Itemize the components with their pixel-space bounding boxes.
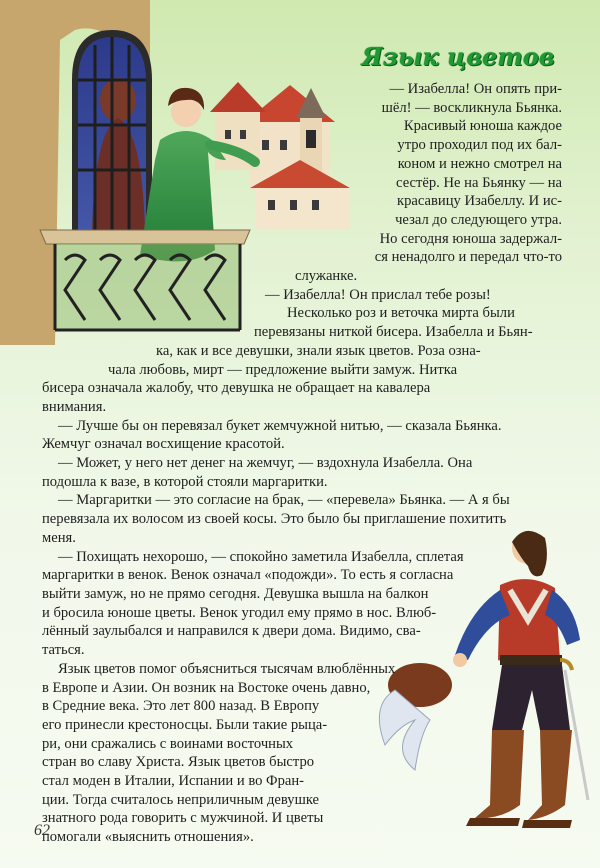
text-line: таться. (42, 642, 85, 659)
text-line: — Может, у него нет денег на жемчуг, — вздохнула Изабелла. Она (58, 455, 473, 472)
text-line: внимания. (42, 398, 107, 415)
text-line: утро проходил под их бал- (397, 137, 562, 154)
text-line: — Изабелла! Он опять при- (389, 81, 562, 97)
text-line: шёл! — воскликнула Бьянка. (381, 99, 562, 116)
text-line: меня. (42, 529, 76, 546)
text-line: — Похищать нехорошо, — спокойно заметила Изабелла, сплетая (58, 548, 464, 565)
text-line: ся ненадолго и передал что-то (374, 249, 562, 266)
text-line: перевязаны ниткой бисера. Изабелла и Бьян- (254, 324, 533, 341)
text-line: чала любовь, мирт — предложение выйти замуж. Нитка (108, 361, 458, 378)
page-title: Язык цветов (361, 42, 555, 71)
page-number: 62 (34, 822, 50, 839)
text-line: Жемчуг означал восхищение красотой. (42, 436, 285, 453)
text-line: выйти замуж, но не прямо сегодня. Девушка вышла на балкон (42, 585, 429, 602)
text-line: Несколько роз и веточка мирта были (287, 305, 515, 322)
text-line: в Средние века. Это лет 800 назад. В Европу (42, 698, 320, 715)
story-text (42, 80, 562, 847)
text-line: в Европе и Азии. Он возник на Востоке очень давно, (42, 679, 371, 696)
text-line: Язык цветов помог объясниться тысячам влюблённых (58, 660, 396, 677)
text-line: стран во славу Христа. Язык цветов быстро (42, 754, 315, 771)
text-line: коном и нежно смотрел на (397, 155, 562, 172)
text-line: знатного рода говорить с мужчиной. И цветы (42, 810, 324, 827)
text-line: маргаритки в венок. Венок означал «подожди». То есть я согласна (42, 567, 454, 584)
text-line: помогали «выяснить отношения». (42, 829, 254, 846)
text-line: ка, как и все девушки, знали язык цветов. Роза озна- (156, 342, 481, 359)
text-line: перевязала их волосом из своей косы. Это было бы приглашение похитить (42, 511, 507, 528)
text-line: служанке. (295, 268, 358, 285)
text-line: красавицу Изабеллу. И ис- (397, 193, 562, 210)
text-line: ри, они сражались с воинами восточных (42, 735, 294, 752)
text-line: сестёр. Не на Бьянку — на (396, 174, 562, 191)
text-line: Но сегодня юноша задержал- (379, 230, 562, 247)
text-line: лённый заулыбался и направился к двери дома. Видимо, сва- (42, 623, 421, 640)
text-line: чезал до следующего утра. (395, 211, 562, 228)
text-line: стал моден в Италии, Испании и во Фран- (42, 773, 305, 790)
text-line: — Лучше бы он перевязал букет жемчужной нитью, — сказала Бьянка. (58, 417, 502, 434)
text-line: подошла к вазе, в которой стояли маргаритки. (42, 473, 328, 490)
text-line: бисера означала жалобу, что девушка не обращает на кавалера (42, 380, 431, 397)
text-line: его принесли крестоносцы. Были такие рыца- (42, 716, 328, 733)
text-line: ции. Тогда считалось неприличным девушке (42, 791, 320, 808)
text-line: и бросила юноше цветы. Венок угодил ему прямо в нос. Влюб- (42, 604, 437, 621)
text-line: Красивый юноша каждое (403, 118, 562, 135)
text-line: — Маргаритки — это согласие на брак, — «перевела» Бьянка. — А я бы (58, 492, 510, 509)
text-line: — Изабелла! Он прислал тебе розы! (265, 286, 491, 303)
